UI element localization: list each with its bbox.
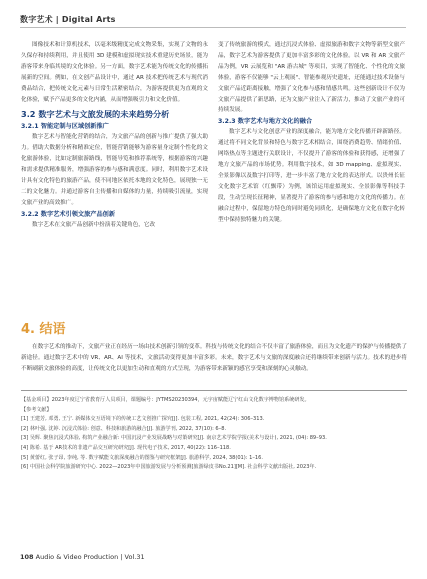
reference-item: [4] 陈希. 基于 AR技术的非遗产品交互研究研究[J]. 现代电子技术, 2017, 40(22): 116–118. bbox=[21, 444, 231, 451]
left-column bbox=[21, 40, 208, 231]
section-3-2-title: 3.2 数字艺术与文旅发展的未来趋势分析 bbox=[21, 109, 170, 120]
subsection-3-2-1-title: 3.2.1 智能定制与区域创新推广 bbox=[21, 123, 109, 131]
paragraph-3-2-3: 数字艺术与文化创意产业的深度融合，能为地方文化传播开辟新路径。通过将不同文化背景和特色与数字艺术相结合，围绕消费趋势、情绪价值、网络热点等主题进行关联设计，不仅提升了游客的体验和获得感，还增强了地方文旅产品的市场优势。利用数字技术，如 3D mapping、虚拟现实、全景影像以及数字打印等，进一步丰富了地方文化的表达形式。以贵州长征文化数字艺术馆（红飘带）为例，该馆运用虚拟现实、全景影像等科技手段，生动呈现长征精神，显著提升了游客的参与感和地方文化的传播力。在融合过程中，保留地方特色的同时避免同质化，是确保地方文化在数字化转型中保持独特魅力的关键。 bbox=[218, 129, 405, 223]
reference-item: [6] 中国社会科学院旅游研究中心. 2022—2023年中国旅游发展与分析预测[旅游绿皮书No.21][M]. 社会科学文献出版社, 2023年. bbox=[21, 464, 317, 471]
page-footer bbox=[20, 553, 145, 561]
right-column bbox=[218, 40, 405, 226]
references-block bbox=[21, 396, 411, 473]
journal-name: Audio & Video Production bbox=[35, 553, 119, 561]
paragraph-3-2-2: 数字艺术在文旅产品创新中扮演着关键角色，它改 bbox=[32, 221, 156, 228]
references-heading: 【参考文献】 bbox=[21, 406, 52, 413]
volume-label: | Vol.31 bbox=[120, 553, 145, 561]
section-4-title: 4. 结语 bbox=[21, 322, 66, 337]
fund-note: 【基金项目】2023年度辽宁省教育厅人员项目，课题编号：JYTMS20230394，元宇宙赋能辽宁红山文化数字博物馆系统研发。 bbox=[21, 397, 310, 403]
paragraph-3-2-1: 数字艺术与智能化营销的结合，为文旅产品的创新与推广提供了强大助力。借助大数据分析和精准定位，智能营销能够为游客量身定制个性化的文化旅游体验，比如定制旅游路线，智能导览和推荐系统等，根据游客的兴趣和需求提供精准服务，增强游客的参与感和满意度。同时，利用数字艺术设计具有文化特色的旅游产品，使不同地区依托本地的文化特色，展现独一无二的文化魅力。并通过游客自主传播和自媒体的力量，持续吸引流量，实现文旅产业的高效推广。 bbox=[21, 134, 208, 206]
page-number: 108 bbox=[20, 553, 34, 561]
references-divider bbox=[21, 390, 407, 391]
header-title: 数字艺术 | Digital Arts bbox=[20, 15, 116, 24]
conclusion-block bbox=[21, 342, 407, 374]
reference-item: [2] 林叶强, 沈婷. 沉浸式体验: 创意、科技和旅游的融合[J]. 旅游学刊, 2022, 37(10): 6–8. bbox=[21, 425, 227, 432]
paragraph-continued: 变了传统旅游的模式，通过沉浸式体验、虚拟旅游和数字文物等新型文旅产品，数字艺术为游客提供了更加丰富多彩的文化体验。以 VR 和 AR 文旅产品为例，VR 云展览和 "AR 游古城" 等项目，实现了智能化、个性化的文旅体验，游客不仅能够 "云上观展"、智能参观历史遗址，还能通过技术设备与文旅产品近距离接触，增强了文化参与感和情感共鸣。这些创新设计不仅为文旅产品提供了新思路，还为文旅产业注入了新活力，推动了文旅产业的可持续发展。 bbox=[218, 42, 405, 114]
subsection-3-2-2-title: 3.2.2 数字艺术引领文旅产品创新 bbox=[21, 210, 116, 218]
reference-item: [1] 王建芳, 邓勇, 王宁. 新媒体交互语境下的传统工艺文创推广探究[J]. 包装工程, 2021, 42(24): 306–313. bbox=[21, 416, 265, 423]
reference-item: [3] 吴辉. 聚焦沉浸式体验, 构筑产业融合新: 中国沉浸产业发展战略与对策研究[J]. 南京艺术学院学报(美术与设计), 2021, (04): 89–93. bbox=[21, 435, 327, 442]
reference-item: [5] 黄蕾红, 张子昂, 李纯, 等. 数字赋能文旅深度融合的图鉴与研究框架[J]. 旅游科学, 2024, 38(01): 1–16. bbox=[21, 454, 264, 461]
page-header bbox=[20, 14, 410, 28]
header-rule bbox=[20, 27, 406, 28]
intro-paragraph: 图像技术和计算机技术，以毫米级精度完成文物采集，实现了文物的永久保存和持续利用，并且使用 3D 建模和虚拟现实技术重建历史场景，能为游客带来身临其境的文化体验。另一方面，数字艺术能为传统文化的传播拓展新的空间。例如，在文创产品设计中，通过 AR 技术把传统艺术与现代消费品结合，把传统文化元素与日常生活紧密结合，为游客提供更为直观的文化体验，赋予产品更多的文化内涵，从而增强吸引力和文化价值。 bbox=[21, 42, 208, 103]
subsection-3-2-3-title: 3.2.3 数字艺术与地方文化的融合 bbox=[218, 118, 313, 126]
conclusion-paragraph: 在数字艺术的推动下，文旅产业正在经历一场由技术创新引领的变革。科技与传统文化的结合不仅丰富了旅游体验，而且为文化遗产的保护与传播提供了新途径。通过数字艺术中的 VR、AR、AI 等技术，文旅活动变得更加丰富多彩。未来，数字艺术与文旅的深度融合还将继续带来创新与活力。技术的进步将不断刷新文旅体验的高度，让传统文化以更加生动和直观的方式呈现，为游客带来新颖的感官享受和深刻的心灵触动。 bbox=[21, 344, 407, 372]
